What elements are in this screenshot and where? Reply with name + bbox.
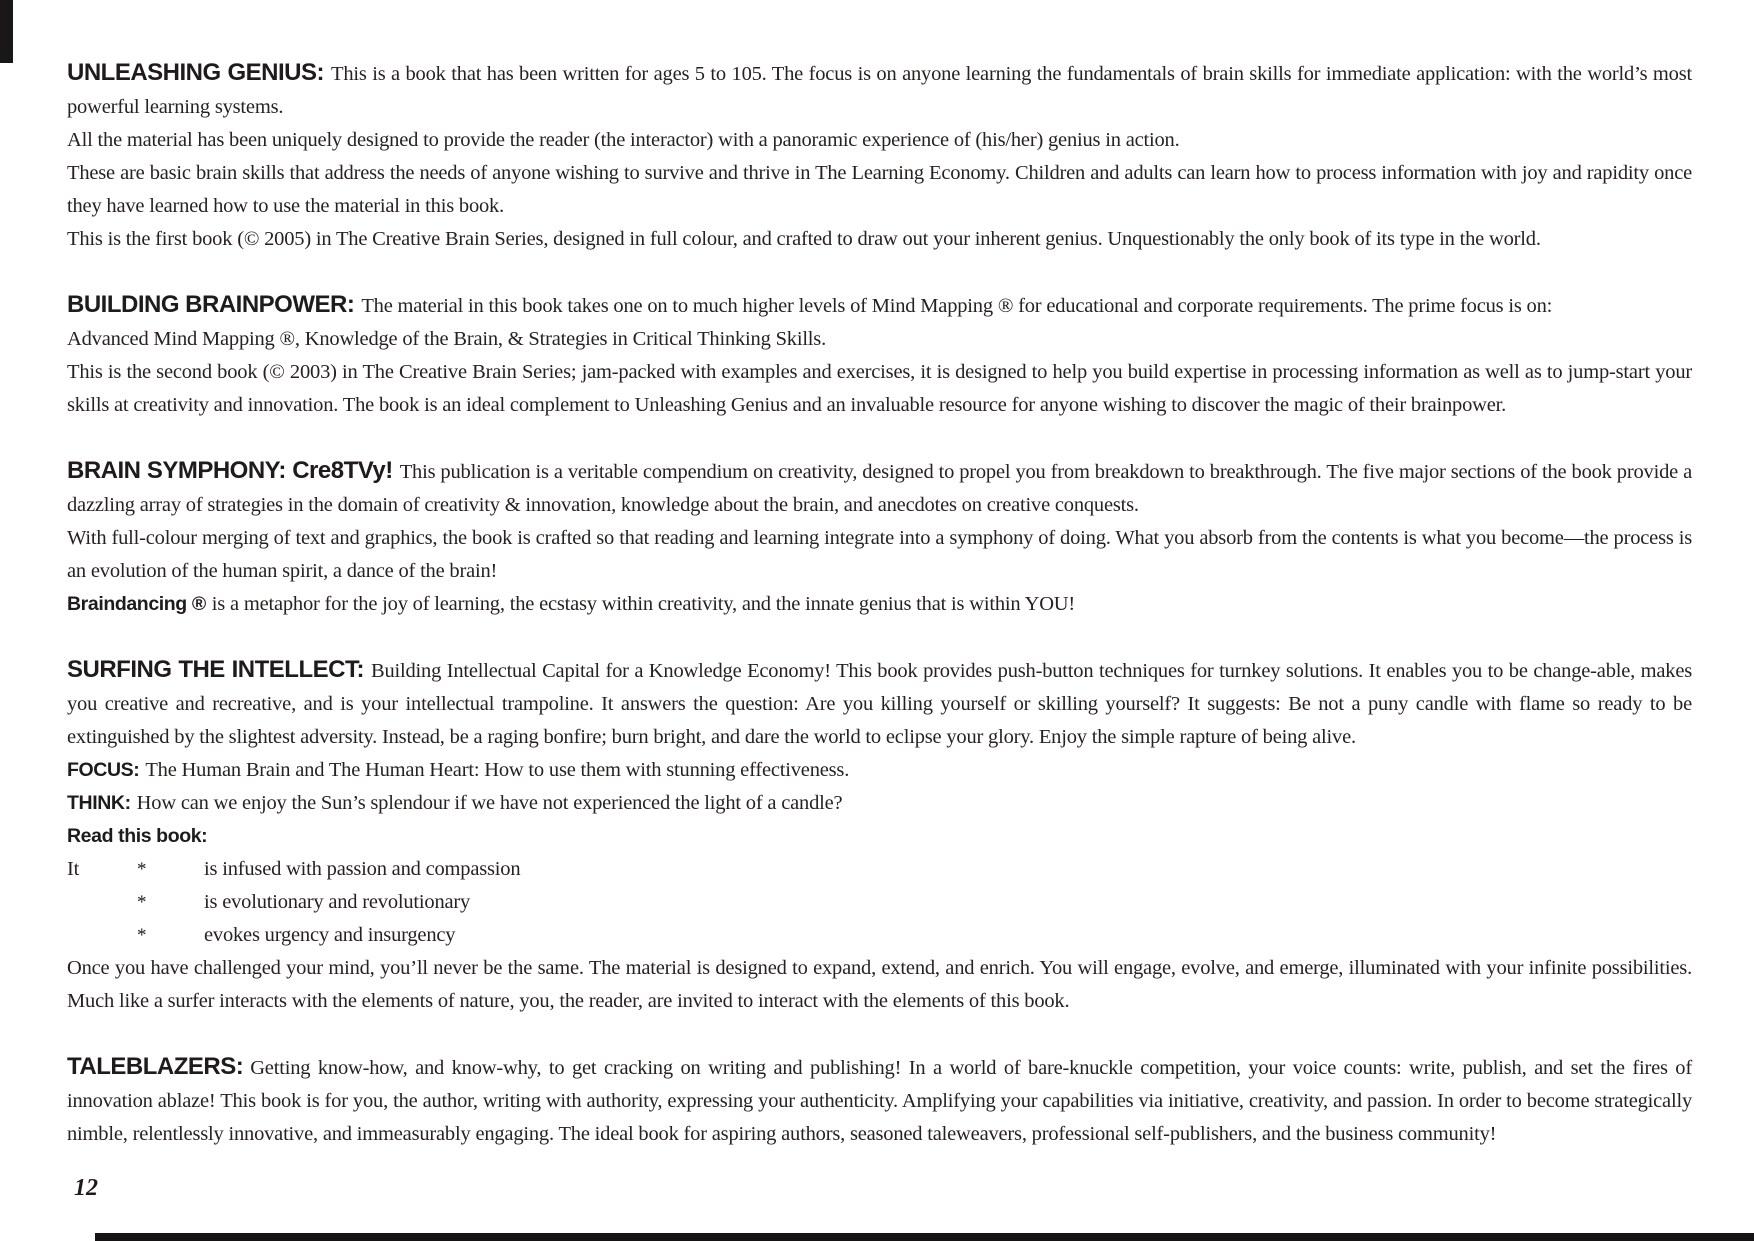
section-lead-paragraph bbox=[67, 1050, 1692, 1151]
body-paragraph: Advanced Mind Mapping ®, Knowledge of the Brain, & Strategies in Critical Thinking Skills. bbox=[67, 328, 827, 350]
asterisk-bullet: * bbox=[137, 892, 147, 913]
asterisk-bullet: * bbox=[137, 925, 147, 946]
section-lead-text: Building Intellectual Capital for a Knowledge Economy! This book provides push-button techniques for turnkey solutions. It enables you to be change-able, makes you creative and recreative, and is your intellectual trampoline. It answers the question: Are you killing yourself or skilling yourself? It suggests: Be not a puny candle with flame so ready to be extinguished by the slightest adversity. Instead, be a raging bonfire; burn bright, and dare the world to eclipse your glory. Enjoy the simple rapture of being alive. bbox=[67, 660, 1693, 748]
section-heading: SURFING THE INTELLECT: bbox=[67, 656, 364, 683]
section-lead-text: This is a book that has been written for ages 5 to 105. The focus is on anyone learning the fundamentals of brain skills for immediate application: with the world’s most powerful learning systems. bbox=[67, 63, 1693, 118]
section-heading: UNLEASHING GENIUS: bbox=[67, 59, 324, 86]
bullet-row bbox=[67, 853, 1692, 886]
body-paragraph: These are basic brain skills that address the needs of anyone wishing to survive and thrive in The Learning Economy. Children and adults can learn how to process information with joy and rapidity once they have learned how to use the material in this book. bbox=[67, 162, 1692, 217]
read-this-book-label: Read this book: bbox=[67, 825, 208, 847]
asterisk-bullet: * bbox=[137, 859, 147, 880]
bullet-row bbox=[67, 919, 1692, 952]
section-lead-text: This publication is a veritable compendium on creativity, designed to propel you from breakdown to breakthrough. The five major sections of the book provide a dazzling array of strategies in the domain of creativity & innovation, knowledge about the brain, and anecdotes on creative conquests. bbox=[67, 461, 1692, 516]
think-line bbox=[67, 787, 1692, 820]
braindancing-paragraph bbox=[67, 588, 1692, 621]
braindancing-label: Braindancing ® bbox=[67, 593, 206, 615]
bullet-item-text: is infused with passion and compassion bbox=[204, 858, 521, 880]
focus-line bbox=[67, 754, 1692, 787]
bullet-item-text: is evolutionary and revolutionary bbox=[204, 891, 471, 913]
think-text: How can we enjoy the Sun’s splendour if we have not experienced the light of a candle? bbox=[136, 792, 843, 814]
section-brain-symphony bbox=[67, 454, 1692, 621]
section-unleashing-genius bbox=[67, 56, 1692, 256]
section-lead-paragraph bbox=[67, 56, 1692, 124]
body-paragraph: All the material has been uniquely designed to provide the reader (the interactor) with a panoramic experience of (his/her) genius in action. bbox=[67, 129, 1180, 151]
page-number: 12 bbox=[74, 1175, 98, 1201]
braindancing-text: is a metaphor for the joy of learning, the ecstasy within creativity, and the innate genius that is within YOU! bbox=[211, 593, 1076, 615]
section-lead-paragraph bbox=[67, 653, 1692, 754]
scan-artifact-bottom-edge bbox=[95, 1233, 1754, 1241]
scan-artifact-left-edge bbox=[0, 0, 13, 63]
body-paragraph: This is the second book (© 2003) in The Creative Brain Series; jam-packed with examples and exercises, it is designed to help you build expertise in processing information as well as to jump-start your skills at creativity and innovation. The book is an ideal complement to Unleashing Genius and an invaluable resource for anyone wishing to discover the magic of their brainpower. bbox=[67, 361, 1692, 416]
focus-label: FOCUS: bbox=[67, 759, 140, 781]
section-taleblazers bbox=[67, 1050, 1692, 1151]
read-this-book-line bbox=[67, 820, 1692, 853]
page-content bbox=[67, 56, 1692, 1151]
section-surfing-the-intellect bbox=[67, 653, 1692, 1018]
section-lead-text: Getting know-how, and know-why, to get cracking on writing and publishing! In a world of bare-knuckle competition, your voice counts: write, publish, and set the fires of innovation ablaze! This book is for you, the author, writing with authority, expressing your authenticity. Amplifying your capabilities via initiative, creativity, and passion. In order to become strategically nimble, relentlessly innovative, and immeasurably engaging. The ideal book for aspiring authors, seasoned taleweavers, professional self-publishers, and the business community! bbox=[67, 1057, 1692, 1145]
bullet-lead-word bbox=[67, 886, 137, 919]
section-heading: BUILDING BRAINPOWER: bbox=[67, 291, 355, 318]
body-paragraph: With full-colour merging of text and graphics, the book is crafted so that reading and learning integrate into a symphony of doing. What you absorb from the contents is what you become—the process is an evolution of the human spirit, a dance of the brain! bbox=[67, 527, 1692, 582]
section-heading: BRAIN SYMPHONY: Cre8TVy! bbox=[67, 457, 393, 484]
section-heading: TALEBLAZERS: bbox=[67, 1053, 244, 1080]
section-lead-paragraph bbox=[67, 288, 1692, 323]
section-lead-text: The material in this book takes one on to much higher levels of Mind Mapping ® for educational and corporate requirements. The prime focus is on: bbox=[361, 295, 1553, 317]
section-lead-paragraph bbox=[67, 454, 1692, 522]
think-label: THINK: bbox=[67, 792, 131, 814]
section-building-brainpower bbox=[67, 288, 1692, 422]
body-paragraph: Once you have challenged your mind, you’ll never be the same. The material is designed to expand, extend, and enrich. You will engage, evolve, and emerge, illuminated with your infinite possibilities. Much like a surfer interacts with the elements of nature, you, the reader, are invited to interact with the elements of this book. bbox=[67, 957, 1692, 1012]
bullet-lead-word: It bbox=[67, 858, 80, 880]
bullet-row bbox=[67, 886, 1692, 919]
bullet-item-text: evokes urgency and insurgency bbox=[204, 924, 456, 946]
bullet-lead-word bbox=[67, 919, 137, 952]
body-paragraph: This is the first book (© 2005) in The Creative Brain Series, designed in full colour, and crafted to draw out your inherent genius. Unquestionably the only book of its type in the world. bbox=[67, 228, 1541, 250]
focus-text: The Human Brain and The Human Heart: How to use them with stunning effectiveness. bbox=[145, 759, 850, 781]
